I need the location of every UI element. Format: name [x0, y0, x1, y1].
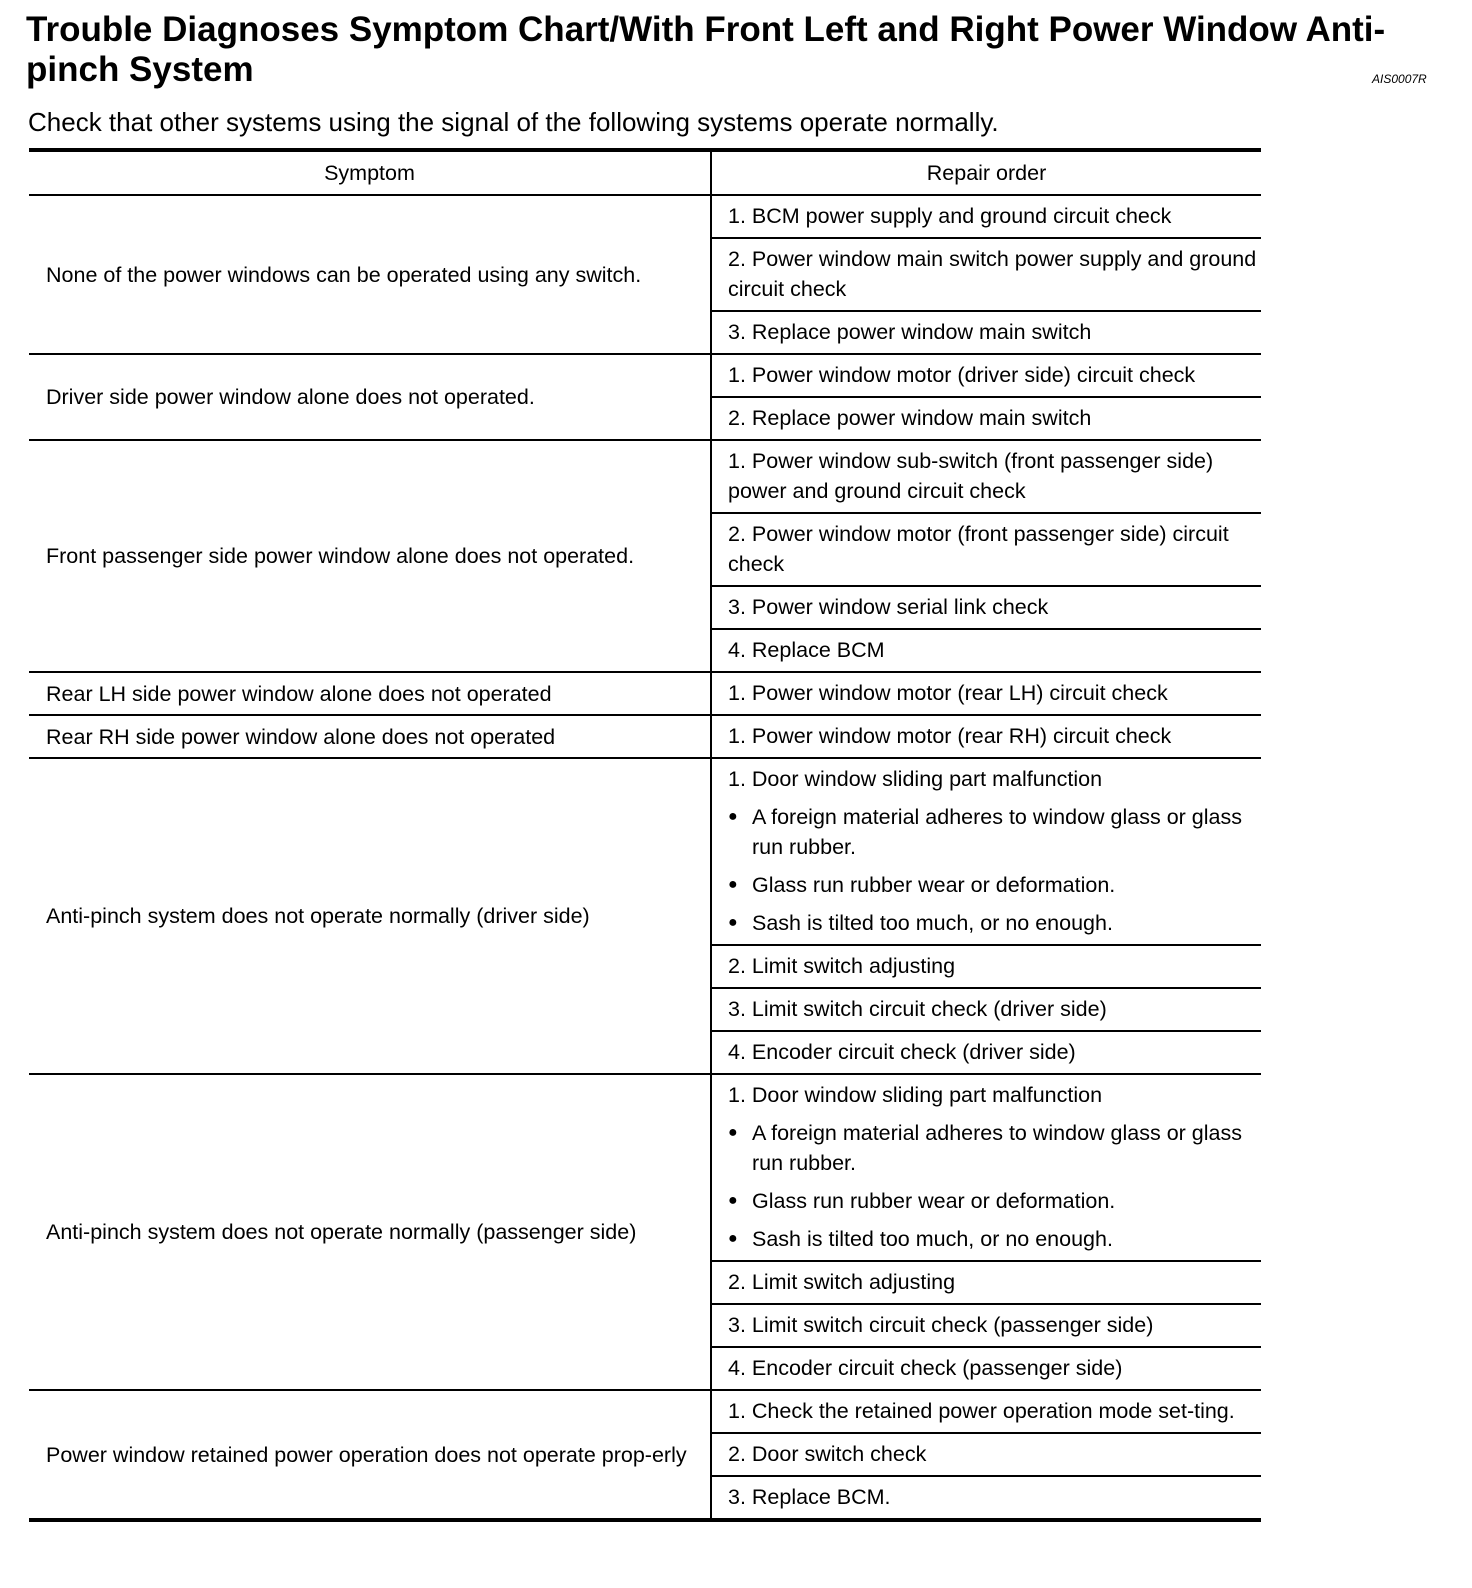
bullet-dot-icon: ●: [728, 914, 738, 931]
repair-step-text: 3. Limit switch circuit check (driver side): [728, 997, 1107, 1021]
bullet-text: Glass run rubber wear or deformation.: [752, 1189, 1116, 1213]
bullet-item: [728, 1186, 1257, 1216]
repair-step-text: 2. Replace power window main switch: [728, 406, 1092, 430]
bullet-dot-icon: ●: [728, 1124, 738, 1141]
repair-step-cell: [711, 1390, 1261, 1433]
bullet-dot-icon: ●: [728, 876, 738, 893]
bullet-text: A foreign material adheres to window glass or glass run rubber.: [752, 805, 1242, 859]
column-header-symptom: Symptom: [29, 150, 711, 195]
repair-step-text: 2. Limit switch adjusting: [728, 954, 956, 978]
bullet-text: Sash is tilted too much, or no enough.: [752, 911, 1113, 935]
repair-step-cell: [711, 1433, 1261, 1476]
bullet-text: Sash is tilted too much, or no enough.: [752, 1227, 1113, 1251]
repair-step-text: 4. Encoder circuit check (passenger side): [728, 1356, 1123, 1380]
repair-step-cell: [711, 1074, 1261, 1261]
repair-step-text: 1. Door window sliding part malfunction: [728, 1083, 1103, 1107]
bullet-dot-icon: ●: [728, 1192, 738, 1209]
repair-step-text: 2. Power window motor (front passenger side) circuit check: [728, 522, 1229, 576]
repair-step-cell: [711, 397, 1261, 440]
repair-step-text: 1. Check the retained power operation mode set-ting.: [728, 1399, 1235, 1423]
table-row: [29, 440, 1261, 513]
repair-step-cell: [711, 758, 1261, 945]
column-header-repair-order: Repair order: [711, 150, 1261, 195]
symptom-cell: Rear LH side power window alone does not operated: [29, 672, 711, 715]
symptom-chart-table: [29, 148, 1261, 1522]
repair-step-text: 1. Power window sub-switch (front passenger side) power and ground circuit check: [728, 449, 1214, 503]
bullet-item: [728, 802, 1257, 862]
bullet-item: [728, 1118, 1257, 1178]
repair-step-cell: [711, 354, 1261, 397]
repair-step-text: 1. BCM power supply and ground circuit check: [728, 204, 1172, 228]
repair-step-text: 3. Replace power window main switch: [728, 320, 1092, 344]
symptom-cell: Power window retained power operation does not operate prop-erly: [29, 1390, 711, 1520]
repair-step-cell: [711, 1031, 1261, 1074]
table-row: [29, 354, 1261, 397]
repair-step-cell: [711, 1304, 1261, 1347]
table-row: [29, 1390, 1261, 1433]
bullet-item: [728, 908, 1257, 938]
repair-step-cell: [711, 1476, 1261, 1520]
table-row: [29, 715, 1261, 758]
repair-step-text: 3. Replace BCM.: [728, 1485, 891, 1509]
symptom-cell: None of the power windows can be operated using any switch.: [29, 195, 711, 354]
table-row: [29, 1074, 1261, 1261]
repair-step-text: 1. Power window motor (rear LH) circuit check: [728, 681, 1168, 705]
table-row: [29, 195, 1261, 238]
repair-step-cell: [711, 715, 1261, 758]
table-row: [29, 758, 1261, 945]
repair-step-cell: [711, 586, 1261, 629]
repair-step-cell: [711, 195, 1261, 238]
intro-text: Check that other systems using the signal of the following systems operate normally.: [28, 107, 999, 137]
repair-step-cell: [711, 440, 1261, 513]
repair-step-text: 3. Power window serial link check: [728, 595, 1049, 619]
symptom-cell: Front passenger side power window alone does not operated.: [29, 440, 711, 672]
bullet-text: Glass run rubber wear or deformation.: [752, 873, 1116, 897]
repair-step-cell: [711, 672, 1261, 715]
repair-step-text: 2. Power window main switch power supply and ground circuit check: [728, 247, 1257, 301]
repair-step-text: 2. Limit switch adjusting: [728, 1270, 956, 1294]
bullet-dot-icon: ●: [728, 1230, 738, 1247]
table-header-row: [29, 150, 1261, 195]
symptom-cell: Driver side power window alone does not operated.: [29, 354, 711, 440]
repair-step-cell: [711, 945, 1261, 988]
repair-step-cell: [711, 238, 1261, 311]
repair-step-cell: [711, 1347, 1261, 1390]
bullet-item: [728, 1224, 1257, 1254]
repair-step-cell: [711, 629, 1261, 672]
repair-step-cell: [711, 311, 1261, 354]
repair-step-text: 1. Power window motor (rear RH) circuit check: [728, 724, 1172, 748]
repair-step-cell: [711, 1261, 1261, 1304]
symptom-cell: Anti-pinch system does not operate normally (passenger side): [29, 1074, 711, 1390]
bullet-dot-icon: ●: [728, 808, 738, 825]
table-body: [29, 195, 1261, 1520]
symptom-cell: Anti-pinch system does not operate normally (driver side): [29, 758, 711, 1074]
repair-step-text: 4. Replace BCM: [728, 638, 885, 662]
repair-step-text: 1. Power window motor (driver side) circuit check: [728, 363, 1196, 387]
bullet-item: [728, 870, 1257, 900]
reference-code: AIS0007R: [1372, 72, 1427, 86]
repair-step-text: 3. Limit switch circuit check (passenger side): [728, 1313, 1154, 1337]
repair-step-cell: [711, 513, 1261, 586]
page-title: Trouble Diagnoses Symptom Chart/With Front Left and Right Power Window Anti-pinch System: [26, 10, 1386, 89]
table-row: [29, 672, 1261, 715]
repair-step-cell: [711, 988, 1261, 1031]
bullet-text: A foreign material adheres to window glass or glass run rubber.: [752, 1121, 1242, 1175]
repair-step-text: 2. Door switch check: [728, 1442, 927, 1466]
repair-step-text: 4. Encoder circuit check (driver side): [728, 1040, 1076, 1064]
symptom-cell: Rear RH side power window alone does not operated: [29, 715, 711, 758]
repair-step-text: 1. Door window sliding part malfunction: [728, 767, 1103, 791]
